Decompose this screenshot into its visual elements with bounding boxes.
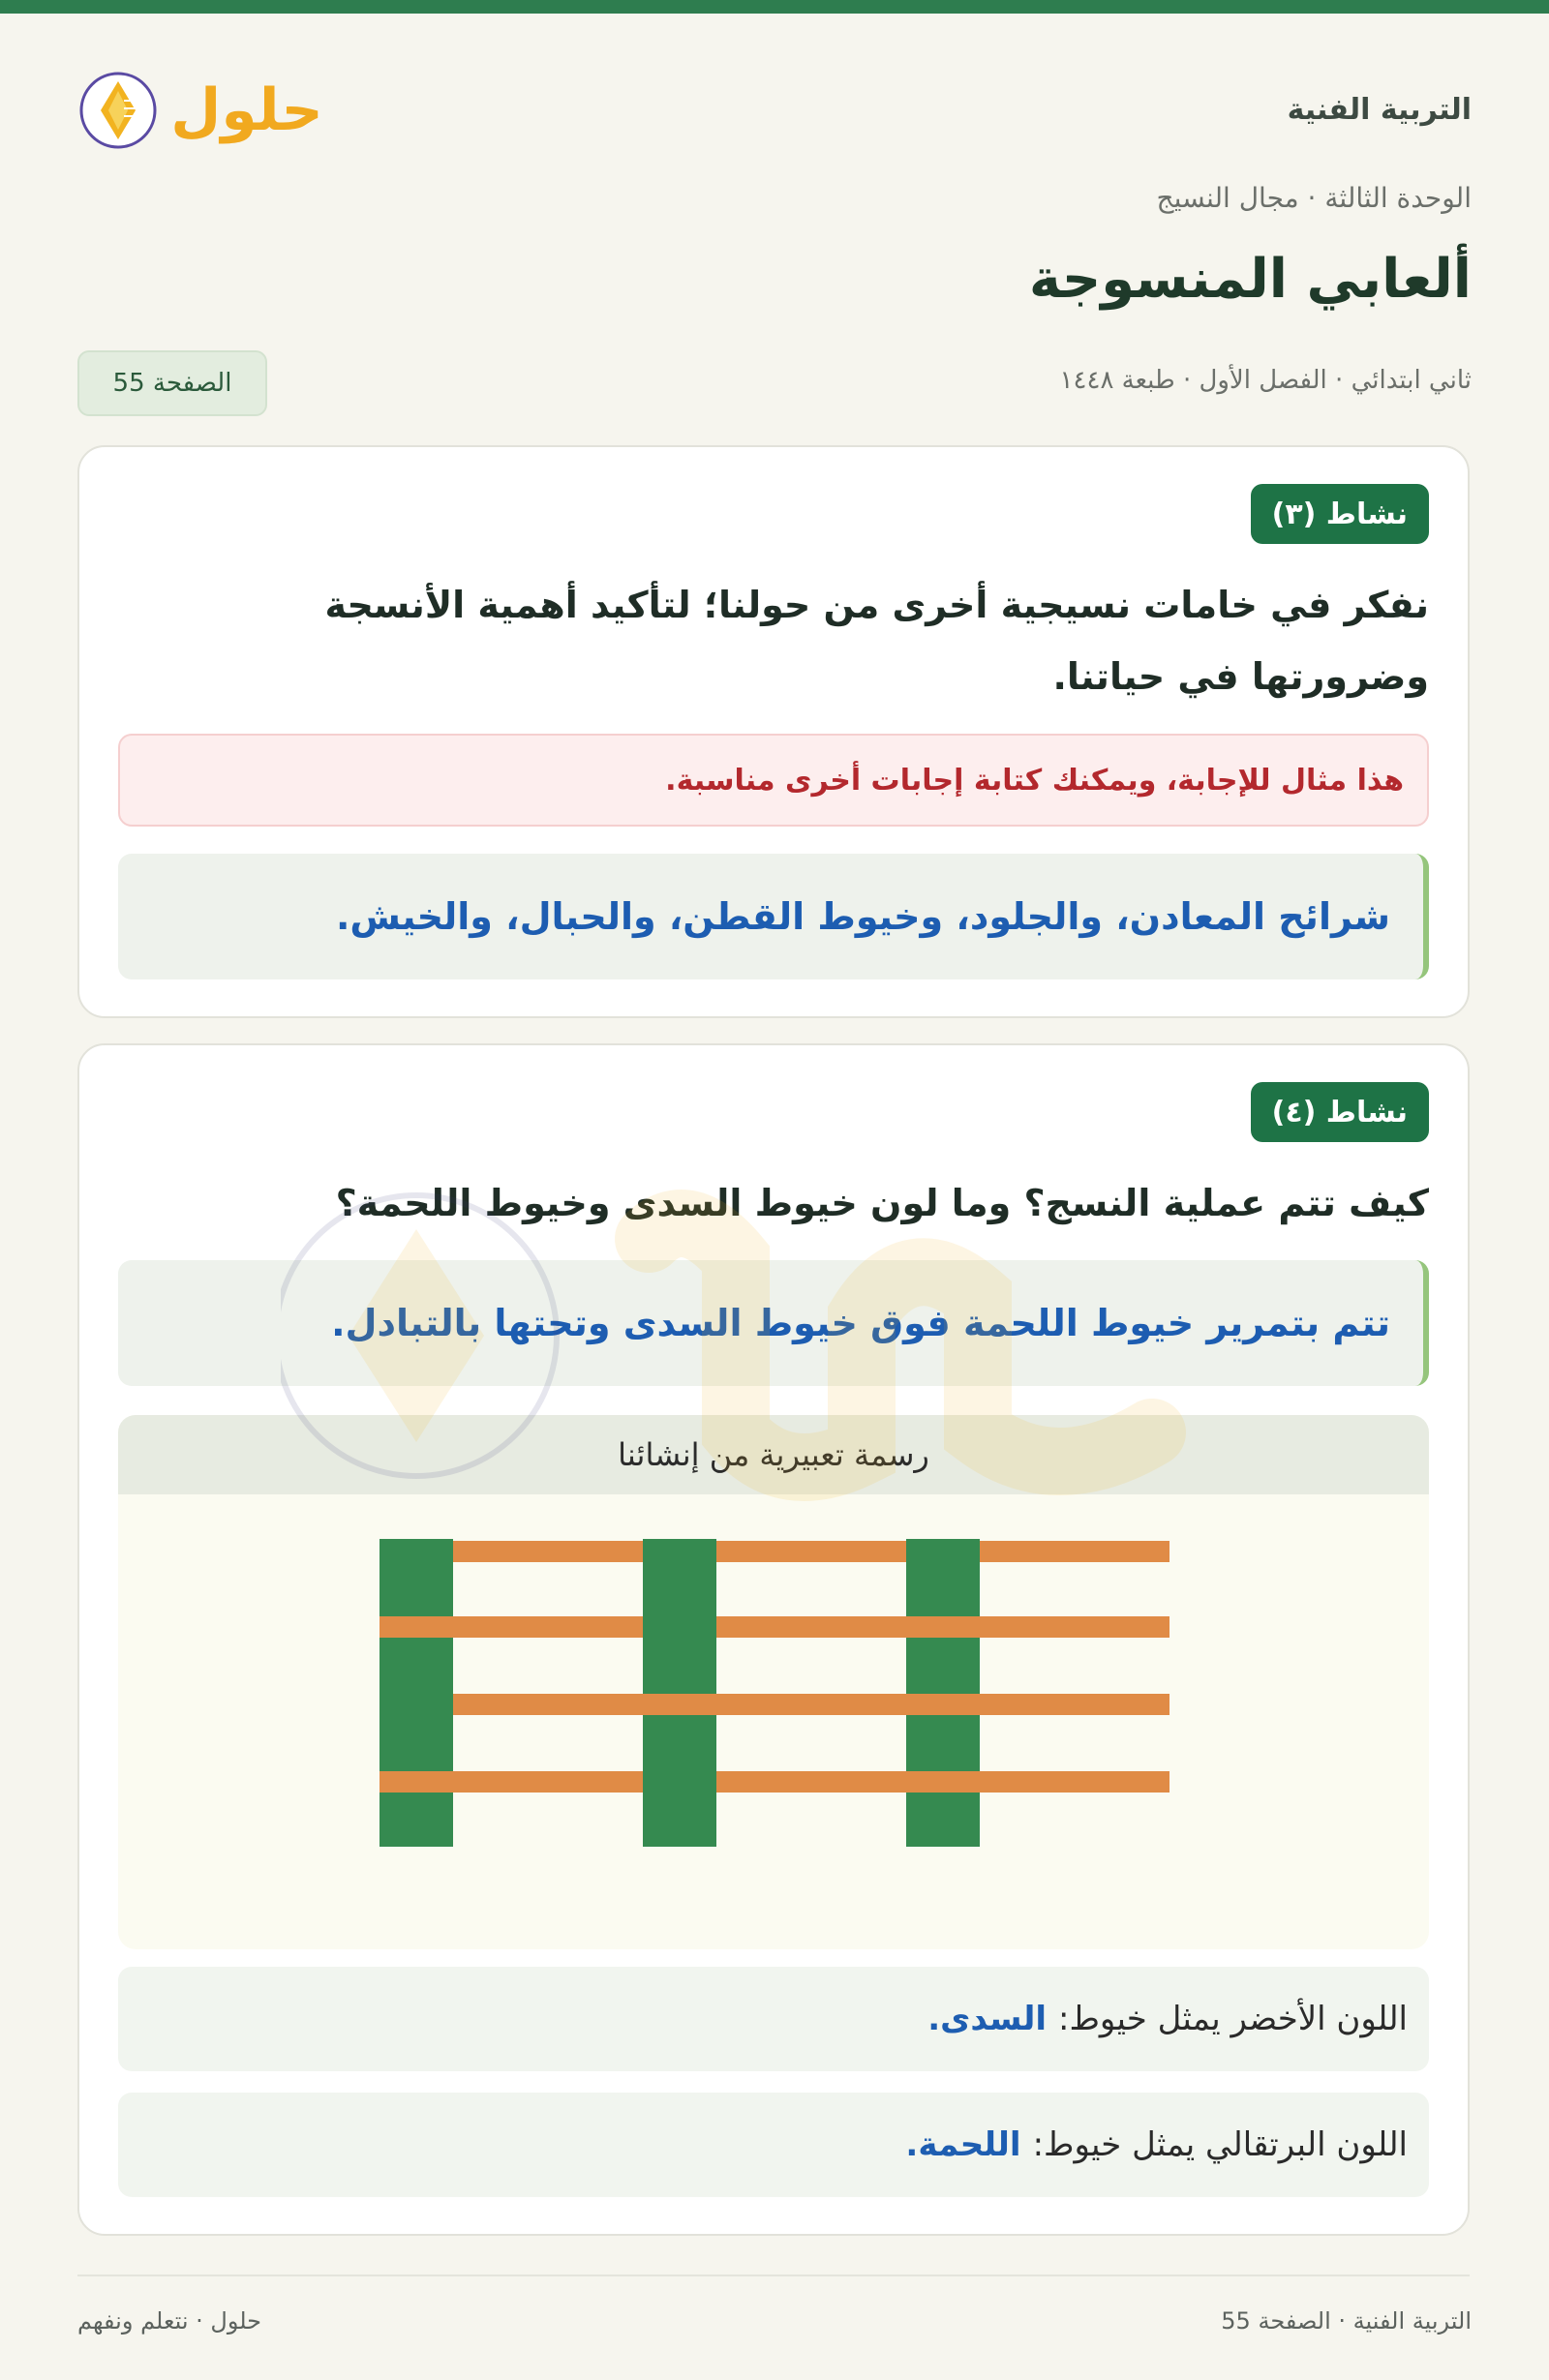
weft-thread-1-over-c <box>716 1541 906 1562</box>
figure-caption: رسمة تعبيرية من إنشائنا <box>118 1415 1429 1494</box>
warp-thread-3 <box>906 1539 980 1847</box>
top-accent-bar <box>0 0 1549 14</box>
warp-color-fact <box>118 1967 1429 2071</box>
activity-3-question-line-1: نفكر في خامات نسيجية أخرى من حولنا؛ لتأكيد أهمية الأنسجة <box>324 584 1429 626</box>
subject-label: التربية الفنية <box>1287 93 1472 127</box>
weft-thread-2-under <box>643 1616 716 1638</box>
hulul-logo <box>77 62 329 159</box>
weaving-figure <box>118 1415 1429 1949</box>
activity-4-card <box>77 1043 1470 2236</box>
activity-4-tag: نشاط (٤) <box>1251 1082 1429 1142</box>
weft-thread-3 <box>453 1694 1169 1715</box>
activity-3-tag: نشاط (٣) <box>1251 484 1429 544</box>
activity-3-card <box>77 445 1470 1018</box>
footer-divider <box>77 2275 1470 2276</box>
activity-3-answer: شرائح المعادن، والجلود، وخيوط القطن، والحبال، والخيش. <box>118 854 1429 979</box>
unit-breadcrumb: الوحدة الثالثة · مجال النسيج <box>1156 182 1472 214</box>
warp-thread-2 <box>643 1539 716 1847</box>
example-answer-note: هذا مثال للإجابة، ويمكنك كتابة إجابات أخرى مناسبة. <box>118 734 1429 827</box>
weft-thread-4-under <box>643 1771 716 1793</box>
warp-fact-value: السدى. <box>927 2000 1048 2038</box>
weft-thread-1-over <box>453 1541 643 1562</box>
footer-brand: حلول · نتعلم ونفهم <box>77 2307 261 2335</box>
weft-color-fact <box>118 2093 1429 2197</box>
warp-threads <box>380 1539 980 1847</box>
activity-3-question <box>324 569 1429 712</box>
weft-thread-2 <box>380 1616 1169 1638</box>
page-number-badge: الصفحة 55 <box>77 350 267 416</box>
weft-threads <box>380 1541 1169 1793</box>
grade-meta: ثاني ابتدائي · الفصل الأول · طبعة ١٤٤٨ <box>1059 366 1472 395</box>
weft-thread-4 <box>380 1771 1169 1793</box>
warp-fact-label: اللون الأخضر يمثل خيوط: <box>1058 2000 1408 2038</box>
weft-fact-value: اللحمة. <box>905 2125 1021 2164</box>
activity-4-question: كيف تتم عملية النسج؟ وما لون خيوط السدى وخيوط اللحمة؟ <box>335 1182 1429 1224</box>
activity-4-answer: تتم بتمرير خيوط اللحمة فوق خيوط السدى وتحتها بالتبادل. <box>118 1260 1429 1386</box>
weave-illustration <box>118 1494 1429 1949</box>
weft-fact-label: اللون البرتقالي يمثل خيوط: <box>1032 2125 1408 2164</box>
activity-3-question-line-2: وضرورتها في حياتنا. <box>1052 655 1429 698</box>
page-title: ألعابي المنسوجة <box>1028 248 1472 311</box>
logo-text: حلول <box>170 76 323 144</box>
weft-thread-1-over-b <box>980 1541 1169 1562</box>
warp-thread-1 <box>380 1539 453 1847</box>
footer-page-info: التربية الفنية · الصفحة 55 <box>1221 2307 1472 2335</box>
